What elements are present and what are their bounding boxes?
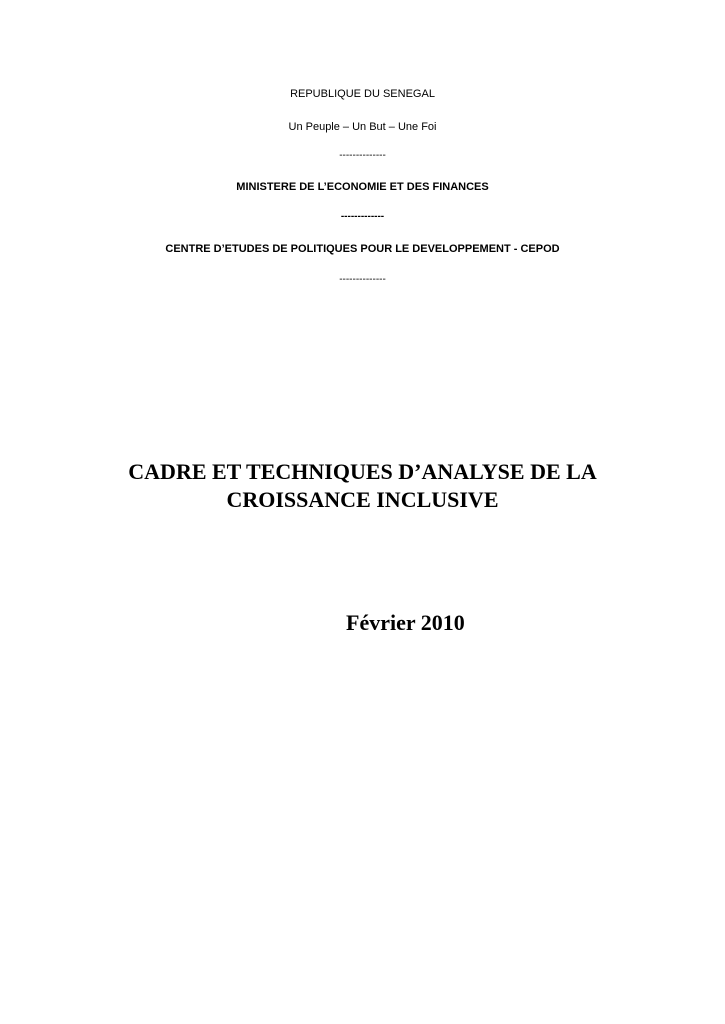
country-name: REPUBLIQUE DU SENEGAL — [290, 88, 435, 100]
document-date: Février 2010 — [346, 610, 465, 635]
document-title-line-2: CROISSANCE INCLUSIVE — [226, 487, 499, 512]
separator: -------------- — [339, 150, 386, 161]
separator: ------------- — [340, 211, 385, 222]
separator: -------------- — [339, 274, 386, 285]
national-motto: Un Peuple – Un But – Une Foi — [288, 121, 437, 133]
document-title-line-1: CADRE ET TECHNIQUES D’ANALYSE DE LA — [128, 459, 597, 484]
centre-name: CENTRE D’ETUDES DE POLITIQUES POUR LE DEVELOPPEMENT - CEPOD — [165, 243, 560, 255]
ministry-name: MINISTERE DE L’ECONOMIE ET DES FINANCES — [236, 181, 489, 193]
